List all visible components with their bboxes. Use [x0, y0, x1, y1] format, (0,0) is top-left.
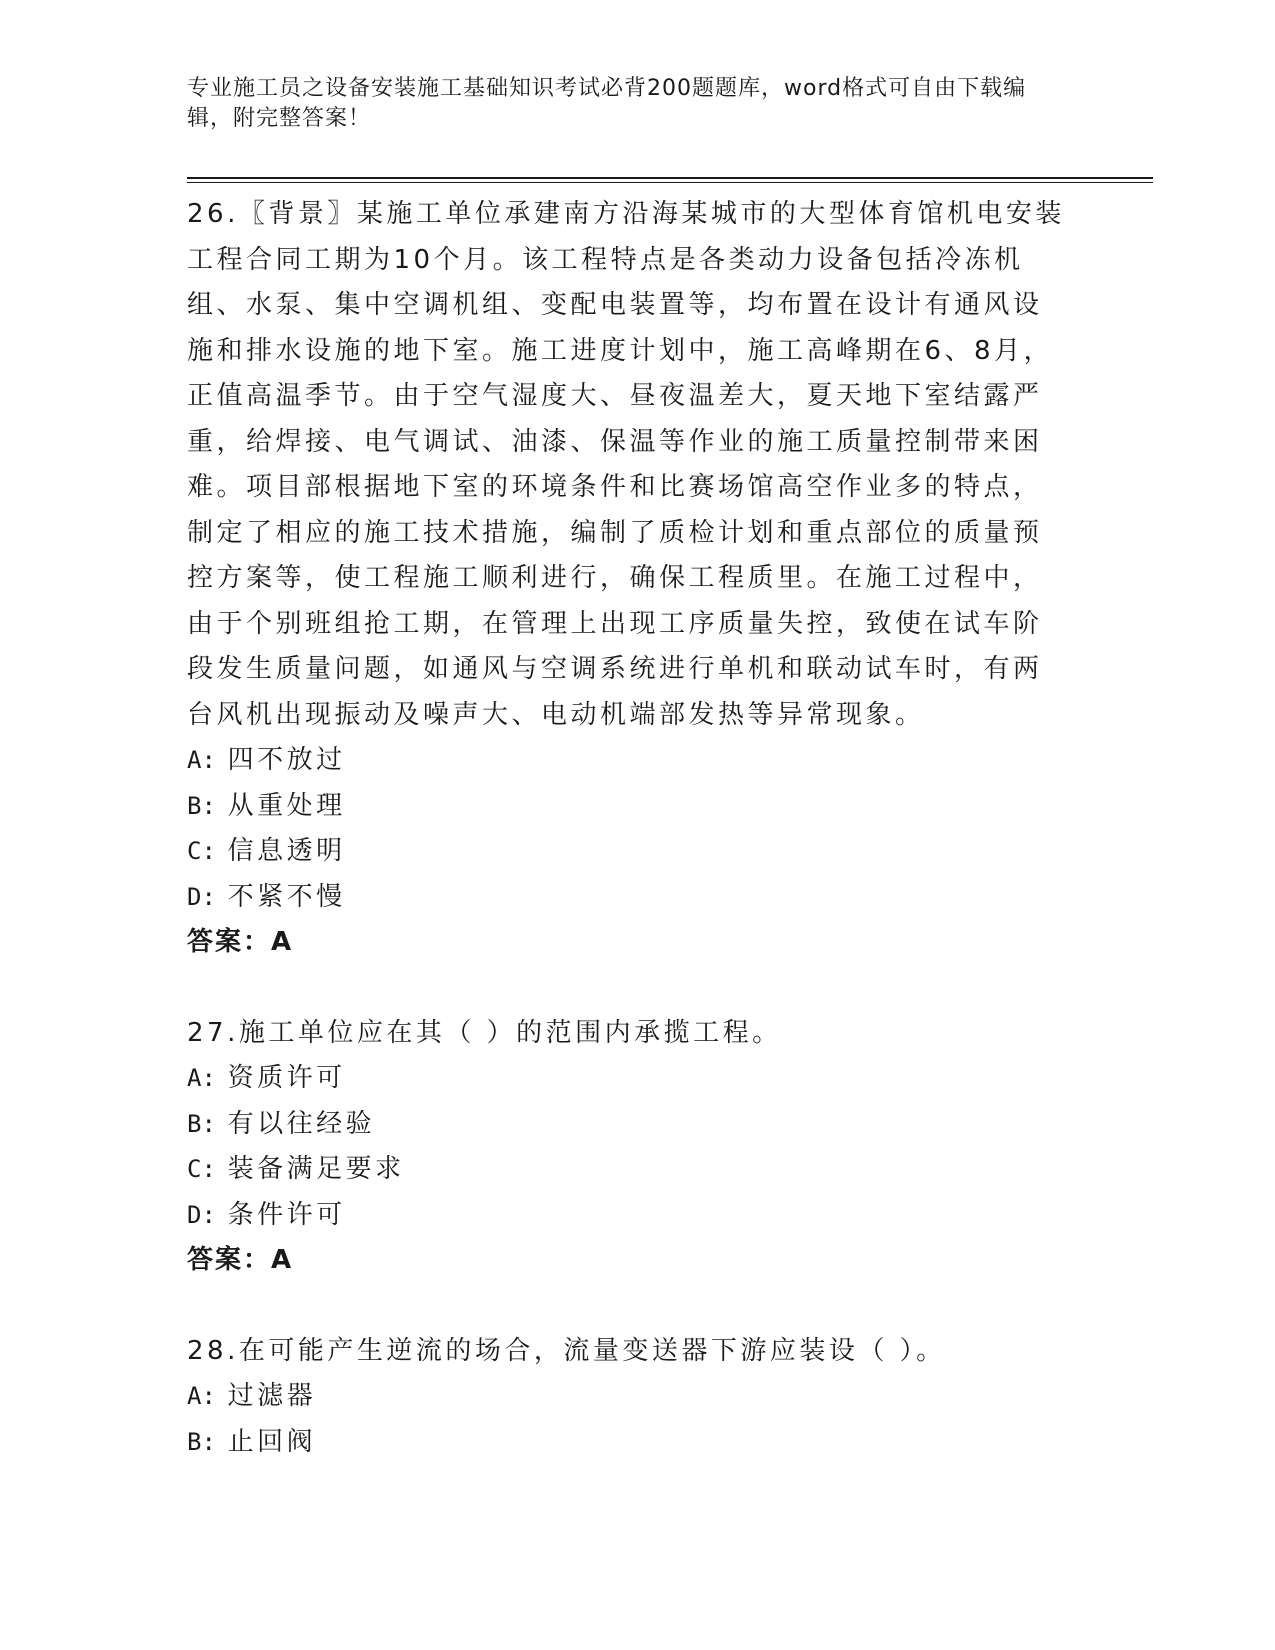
question-list [187, 192, 1087, 1465]
answer-line: 答案：A [187, 1245, 294, 1275]
question-stem: 28.在可能产生逆流的场合，流量变送器下游应装设（ ）。 [187, 1335, 946, 1366]
header-rule-thick [187, 177, 1153, 179]
option-letter: B: [187, 791, 216, 820]
option-text: 过滤器 [227, 1381, 317, 1411]
option-c [187, 1147, 1087, 1193]
question-28 [187, 1329, 1087, 1466]
option-a [187, 1374, 1087, 1420]
option-b [187, 1420, 1087, 1466]
question-27 [187, 1011, 1087, 1284]
option-b [187, 784, 1087, 830]
option-text: 止回阀 [227, 1426, 317, 1457]
option-d [187, 875, 1087, 921]
option-letter: D: [187, 1200, 216, 1229]
option-b [187, 1102, 1087, 1148]
spacer [187, 1284, 1087, 1329]
question-stem: 26.〖背景〗某施工单位承建南方沿海某城市的大型体育馆机电安装工程合同工期为10个月。该工程特点是各类动力设备包括冷冻机组、水泵、集中空调机组、变配电装置等，均布置在设计有通风设施和排水设施的地下室。施工进度计划中，施工高峰期在6、8月，正值高温季节。由于空气湿度大、昼夜温差大，夏天地下室结露严重，给焊接、电气调试、油漆、保温等作业的施工质量控制带来困难。项目部根据地下室的环境条件和比赛场馆高空作业多的特点，制定了相应的施工技术措施，编制了质检计划和重点部位的质量预控方案等，使工程施工顺利进行，确保工程质里。在施工过程中，由于个别班组抢工期，在管理上出现工序质量失控，致使在试车阶段发生质量问题，如通风与空调系统进行单机和联动试车时，有两台风机出现振动及噪声大、电动机端部发热等异常现象。 [187, 199, 1065, 730]
option-c [187, 829, 1087, 875]
option-text: 装备满足要求 [227, 1154, 405, 1184]
question-stem: 27.施工单位应在其（ ）的范围内承揽工程。 [187, 1017, 782, 1048]
spacer [187, 966, 1087, 1011]
option-letter: C: [187, 1155, 216, 1183]
option-d [187, 1193, 1087, 1239]
option-letter: A: [187, 1064, 216, 1092]
option-text: 不紧不慢 [227, 881, 346, 912]
header-rule-thin [187, 182, 1153, 183]
option-text: 条件许可 [227, 1199, 346, 1230]
answer-line: 答案：A [187, 927, 294, 957]
option-text: 四不放过 [227, 745, 346, 775]
question-26 [187, 192, 1087, 966]
option-a [187, 738, 1087, 784]
option-letter: B: [187, 1427, 216, 1456]
option-text: 信息透明 [227, 836, 346, 866]
option-text: 有以往经验 [227, 1108, 376, 1139]
option-text: 从重处理 [227, 790, 346, 821]
option-letter: B: [187, 1109, 216, 1138]
option-text: 资质许可 [227, 1063, 346, 1093]
option-letter: A: [187, 1382, 216, 1410]
document-header: 专业施工员之设备安装施工基础知识考试必背200题题库，word格式可自由下载编辑，附完整答案！ [187, 76, 1027, 131]
option-letter: C: [187, 837, 216, 865]
option-letter: D: [187, 882, 216, 911]
option-letter: A: [187, 746, 216, 774]
option-a [187, 1056, 1087, 1102]
